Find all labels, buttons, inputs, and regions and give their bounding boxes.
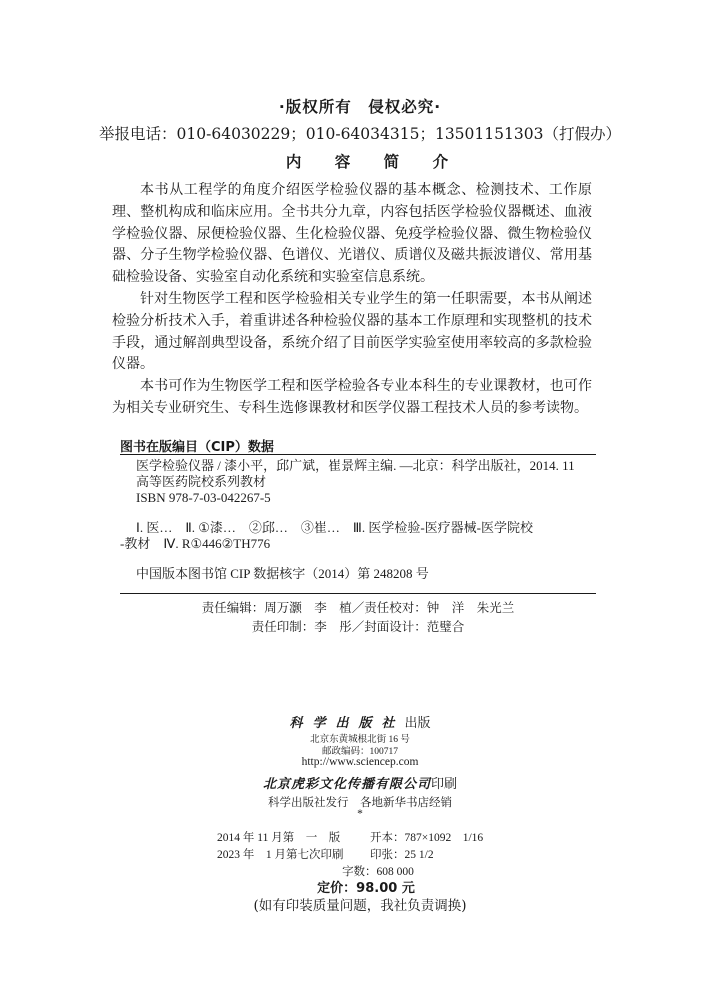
summary-paragraph: 本书可作为生物医学工程和医学检验各专业本科生的专业课教材，也可作为相关专业研究生、专科生选修课教材和医学仪器工程技术人员的参考读物。	[112, 378, 592, 416]
staff-line-editors: 责任编辑：周万灏 李 植／责任校对：钟 洋 朱光兰	[201, 600, 515, 615]
cip-record	[120, 458, 596, 582]
summary-paragraph: 本书从工程学的角度介绍医学检验仪器的基本概念、检测技术、工作原理、整机构成和临床应用。全书共分九章，内容包括医学检验仪器概述、血液学检验仪器、尿便检验仪器、生化检验仪器、免疫学检验仪器、微生物检验仪器、分子生物学检验仪器、色谱仪、光谱仪、质谱仪及磁共振波谱仪、常用基础检验设备、实验室自动化系统和实验室信息系统。	[112, 182, 592, 286]
format-info: 开本：787×1092 1/16	[370, 832, 484, 844]
edition-info: 2014 年 11 月第 一 版	[217, 832, 341, 844]
cip-series: 高等医药院校系列教材	[136, 474, 267, 489]
publisher-name: 科学出版社	[289, 716, 405, 731]
rights-notice: ·版权所有 侵权必究·	[278, 98, 442, 116]
cip-bottom-rule	[120, 593, 596, 594]
quality-note: (如有印装质量问题，我社负责调换)	[253, 898, 467, 914]
cip-isbn: ISBN 978-7-03-042267-5	[136, 490, 271, 505]
price: 定价：98.00 元	[317, 881, 415, 896]
cip-record-line: 医学检验仪器 / 漆小平，邱广斌，崔景辉主编. —北京：科学出版社，2014. 11	[136, 458, 575, 473]
cip-library-record: 中国版本图书馆 CIP 数据核字（2014）第 248208 号	[136, 566, 429, 581]
separator-star: *	[357, 808, 363, 820]
word-count: 字数：608 000	[342, 866, 414, 878]
publisher-suffix: 出版	[404, 715, 431, 730]
summary-text	[112, 180, 592, 420]
distribution-line: 科学出版社发行 各地新华书店经销	[268, 797, 452, 809]
cip-classification: Ⅰ. 医… Ⅱ. ①漆… ②邱… ③崔… Ⅲ. 医学检验-医疗器械-医学院校	[136, 520, 534, 535]
sheets-info: 印张：25 1/2	[370, 849, 434, 861]
printer-suffix: 印刷	[431, 776, 458, 791]
staff-line-production: 责任印制：李 彤／封面设计：范璧合	[251, 619, 465, 634]
printer-name: 北京虎彩文化传播有限公司	[262, 777, 431, 792]
publisher-address: 北京东黄城根北街 16 号	[310, 735, 410, 745]
summary-paragraph: 针对生物医学工程和医学检验相关专业学生的第一任职需要，本书从阐述检验分析技术入手，着重讲述各种检验仪器的基本工作原理和实现整机的技术手段，通过解剖典型设备，系统介绍了目前医学实验室使用率较高的多款检验仪器。	[112, 290, 592, 373]
report-phone: 举报电话：010-64030229；010-64034315；13501151303（打假办）	[99, 125, 621, 143]
publisher-line	[0, 712, 720, 732]
cip-classification-cont: -教材 Ⅳ. R①446②TH776	[120, 536, 271, 551]
publisher-website: http://www.sciencep.com	[301, 756, 419, 768]
printing-info: 2023 年 1 月第七次印刷	[217, 849, 344, 861]
printer-line	[0, 773, 720, 793]
cip-top-rule	[120, 454, 596, 455]
summary-heading: 内 容 简 介	[285, 153, 463, 171]
publisher-postcode: 邮政编码：100717	[321, 747, 398, 757]
cip-title: 图书在版编目（CIP）数据	[120, 440, 274, 455]
